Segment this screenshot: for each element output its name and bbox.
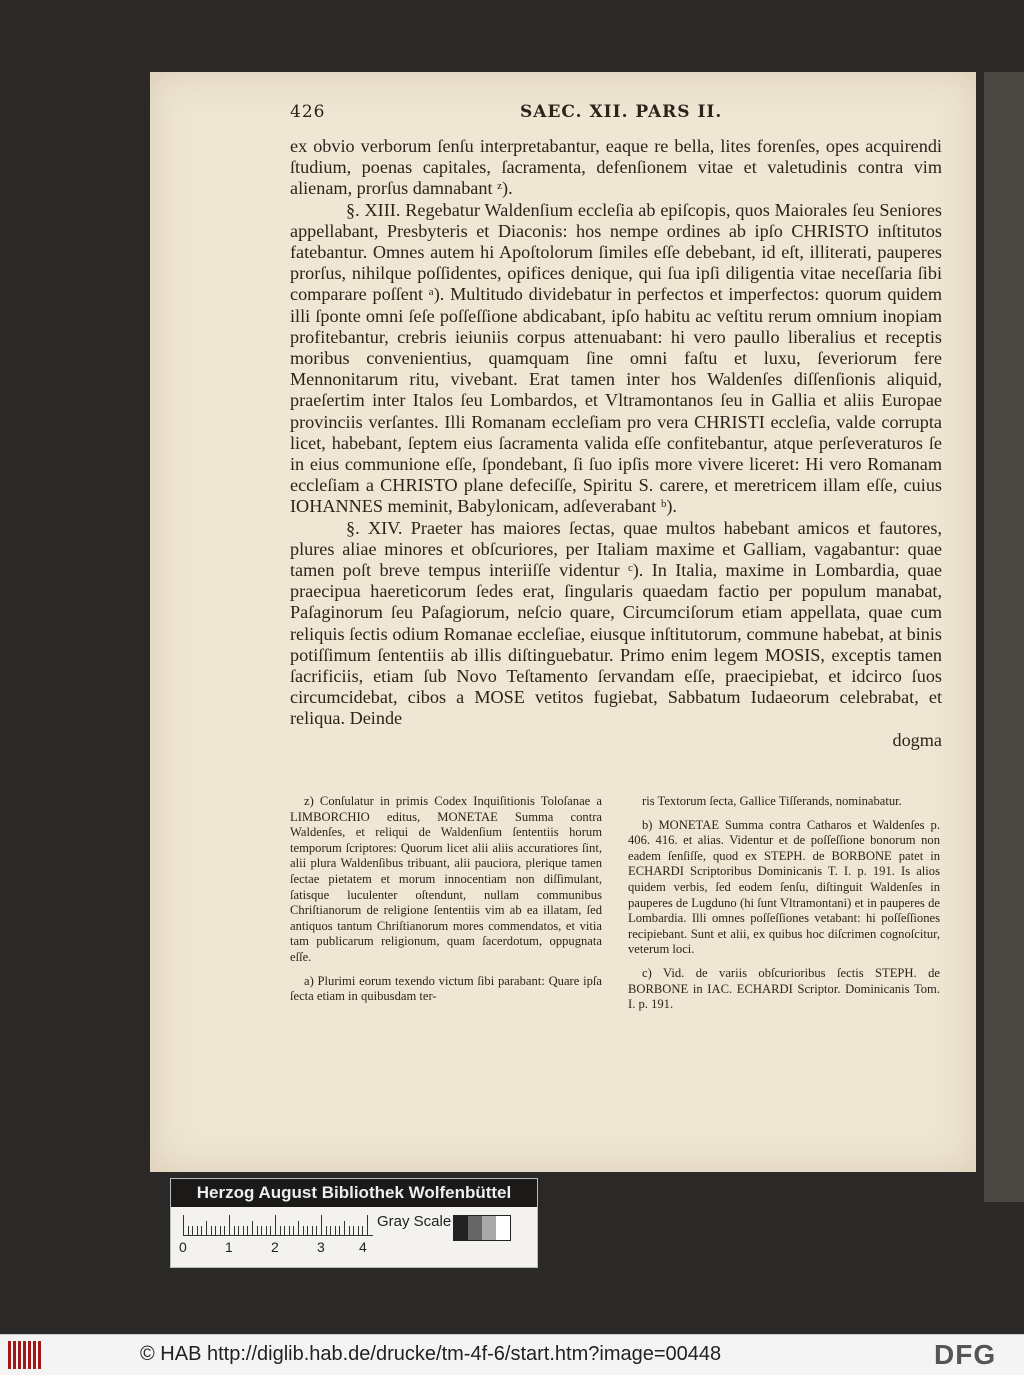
main-text	[290, 136, 942, 751]
footnotes-right-column	[628, 794, 940, 1021]
ruler-tick	[289, 1226, 290, 1235]
ruler-tick	[293, 1226, 294, 1235]
ruler-tick	[188, 1226, 189, 1235]
footnotes-left-column	[290, 794, 602, 1013]
color-scale-card	[170, 1178, 538, 1268]
ruler-tick	[201, 1226, 202, 1235]
ruler-number-1: 1	[225, 1239, 233, 1255]
dfg-logo: DFG	[934, 1339, 997, 1370]
footnote-a-continued: ris Textorum ſecta, Gallice Tiſſerands, nominabatur.	[642, 794, 902, 808]
ruler-tick	[307, 1226, 308, 1235]
footnote-b: b) MONETAE Summa contra Catharos et Waldenſes p. 406. 416. et alias. Videntur et de poſſeſſione bonorum non eadem ſenſiſſe, quod ex STEPH. de BORBONE patet in ECHARDI Scriptoribus Dominicanis T. I. p. 191. Is alios quidem verbis, ſed eodem ſenſu, diſtinguit Waldenſes in pauperes de Lugduno (hi ſunt Vltramontani) et in pauperes de Lombardia. Illi omnes poſſeſſiones vetabant: hi poſſeſſiones recipiebant. Sunt et alii, ex quibus hoc diſcrimen cognoſcitur, veterum loci.	[628, 817, 940, 957]
ruler-tick	[298, 1221, 299, 1235]
ruler-tick	[284, 1226, 285, 1235]
ruler-tick	[330, 1226, 331, 1235]
adjacent-page-edge	[984, 72, 1024, 1202]
ruler-tick	[224, 1226, 225, 1235]
ruler-tick	[197, 1226, 198, 1235]
library-name: Herzog August Bibliothek Wolfenbüttel	[171, 1179, 537, 1207]
ruler-tick	[344, 1221, 345, 1235]
page-number: 426	[290, 102, 326, 122]
paragraph-1: ex obvio verborum ſenſu interpretabantur, eaque re bella, lites forenſes, opes acquirendi ſtudium, poenas capitales, ſacramenta, defenſionem vitae et valetudinis contra vim alienam, prorſus damnabant ᶻ).	[290, 136, 942, 199]
footnote-z: z) Conſulatur in primis Codex Inquiſitionis Toloſanae a LIMBORCHIO editus, MONETAE Summa contra Waldenſes, et reliqui de Waldenſium ſententiis horum temporum ſcriptores: Quorum licet alii aliis accuratiores ſint, alii plura Waldenſibus tribuant, alii pauciora, plerique tamen ſectae pietatem et morum innocentiam non diſſimulant, ſatisque luculenter oſtendunt, nullam communibus Chriſtianorum de religione ſententiis vim ab ea illatam, ſed antiquos tantum Chriſtianorum mores commendatos, et vitia tam publicarum religionum, quam ſacerdotum, oppugnata eſſe.	[290, 794, 602, 964]
ruler-tick	[335, 1226, 336, 1235]
ruler-tick	[192, 1226, 193, 1235]
ruler-tick	[183, 1215, 184, 1235]
ruler-tick	[326, 1226, 327, 1235]
footnote-c: c) Vid. de variis obſcurioribus ſectis STEPH. de BORBONE in IAC. ECHARDI Scriptor. Dominicanis Tom. I. p. 191.	[628, 965, 940, 1012]
ruler-tick	[280, 1226, 281, 1235]
footer-bar	[0, 1334, 1024, 1375]
ruler-tick	[206, 1221, 207, 1235]
ruler-number-2: 2	[271, 1239, 279, 1255]
ruler-tick	[339, 1226, 340, 1235]
footnote-a: a) Plurimi eorum texendo victum ſibi parabant: Quare ipſa ſecta etiam in quibusdam ter-	[290, 973, 602, 1004]
ruler-tick	[243, 1226, 244, 1235]
ruler-tick	[220, 1226, 221, 1235]
ruler-tick	[275, 1215, 276, 1235]
ruler-tick	[362, 1226, 363, 1235]
running-head: SAEC. XII. PARS II.	[520, 102, 723, 122]
ruler-tick	[252, 1221, 253, 1235]
gray-scale-swatch	[453, 1215, 511, 1241]
ruler-tick	[211, 1226, 212, 1235]
ruler-tick	[321, 1215, 322, 1235]
ruler-tick	[367, 1215, 368, 1235]
ruler-tick	[215, 1226, 216, 1235]
ruler-number-3: 3	[317, 1239, 325, 1255]
ruler-number-4: 4	[359, 1239, 367, 1255]
ruler-tick	[238, 1226, 239, 1235]
ruler-tick	[353, 1226, 354, 1235]
catchword: dogma	[892, 729, 942, 750]
ruler-tick	[358, 1226, 359, 1235]
paragraph-section-xiii: §. XIII. Regebatur Waldenſium eccleſia ab epiſcopis, quos Maiorales ſeu Seniores appellabant, Presbyteris et Diaconis: hos nempe ordines ab ipſo CHRISTO inſtitutos fatebantur. Omnes autem hi Apoſtolorum ſimiles eſſe debebant, id eſt, illiterati, pauperes prorſus, nihilque poſſidentes, opifices denique, qui ſua ipſi diligentia vitae neceſſaria ſibi comparare poſſent ᵃ). Multitudo dividebatur in perfectos et imperfectos: quorum quidem illi ſponte omni ſeſe poſſeſſione abdicabant, ipſo habitu ac veſtitu rerum omnium inopiam profitebantur, crebris ieiuniis corpus attenuabant: hi vero paullo liberalius et receptis moribus convenientius, quamquam ſine omni faſtu et luxu, ſeveriorum fere Mennonitarum ritu, vivebant. Erat tamen inter hos Waldenſes diſſenſionis aliquid, praeſertim inter Italos ſeu Lombardos, et Vltramontanos ſeu in Gallia et aliis Europae provinciis verſantes. Illi Romanam eccleſiam pro vera CHRISTI eccleſia, valde corrupta licet, habebant, ſeptem eius ſacramenta valida eſſe confitebantur, atque perſeveraturos ſe in eius communione eſſe, ſpondebant, ſi ſuo ipſis more vivere liceret: Hi vero Romanam eccleſiam a CHRISTO plane defeciſſe, Spiritu S. carere, et meretricem illam eſſe, cuius IOHANNES meminit, Babylonicam, adſeverabant ᵇ).	[290, 199, 942, 517]
ruler-tick	[316, 1226, 317, 1235]
ruler-tick	[349, 1226, 350, 1235]
ruler-tick	[270, 1226, 271, 1235]
ruler-tick	[247, 1226, 248, 1235]
book-page	[150, 72, 976, 1172]
ruler-tick	[266, 1226, 267, 1235]
ruler-tick	[229, 1215, 230, 1235]
paragraph-section-xiv: §. XIV. Praeter has maiores ſectas, quae multos habebant amicos et fautores, plures aliae minores et obſcuriores, per Italiam maxime et Galliam, vagabantur: quae tamen poſt breve tempus interiiſſe videntur ᶜ). In Italia, maxime in Lombardia, quae praecipua haereticorum ſedes erat, ſingularis quaedam factio per populum manabat, Paſaginorum ſeu Paſagiorum, neſcio quare, Circumciſorum etiam appellata, quae cum reliquis ſectis odium Romanae eccleſiae, eiusque inſtitutorum, commune habebat, at binis potiſſimum ſententiis ab illis diſtinguebatur. Primo enim legem MOSIS, exceptis tamen ſacrificiis, etiam ſub Novo Teſtamento ſervandam eſſe, praecipiebat, et idcirco ſuos circumcidebat, cibos a MOSE vetitos fugiebat, Sabbatum Iudaeorum celebrabat, et reliqua. Deinde	[290, 517, 942, 729]
ruler-tick	[257, 1226, 258, 1235]
ruler-tick	[261, 1226, 262, 1235]
ruler-tick	[312, 1226, 313, 1235]
ruler-tick	[303, 1226, 304, 1235]
gray-scale-label: Gray Scale	[377, 1213, 452, 1230]
ruler-number-0: 0	[179, 1239, 187, 1255]
ruler-tick	[234, 1226, 235, 1235]
ruler-scale	[183, 1213, 373, 1236]
source-link[interactable]: © HAB http://diglib.hab.de/drucke/tm-4f-6/start.htm?image=00448	[140, 1343, 722, 1365]
hab-logo-icon	[8, 1341, 46, 1369]
